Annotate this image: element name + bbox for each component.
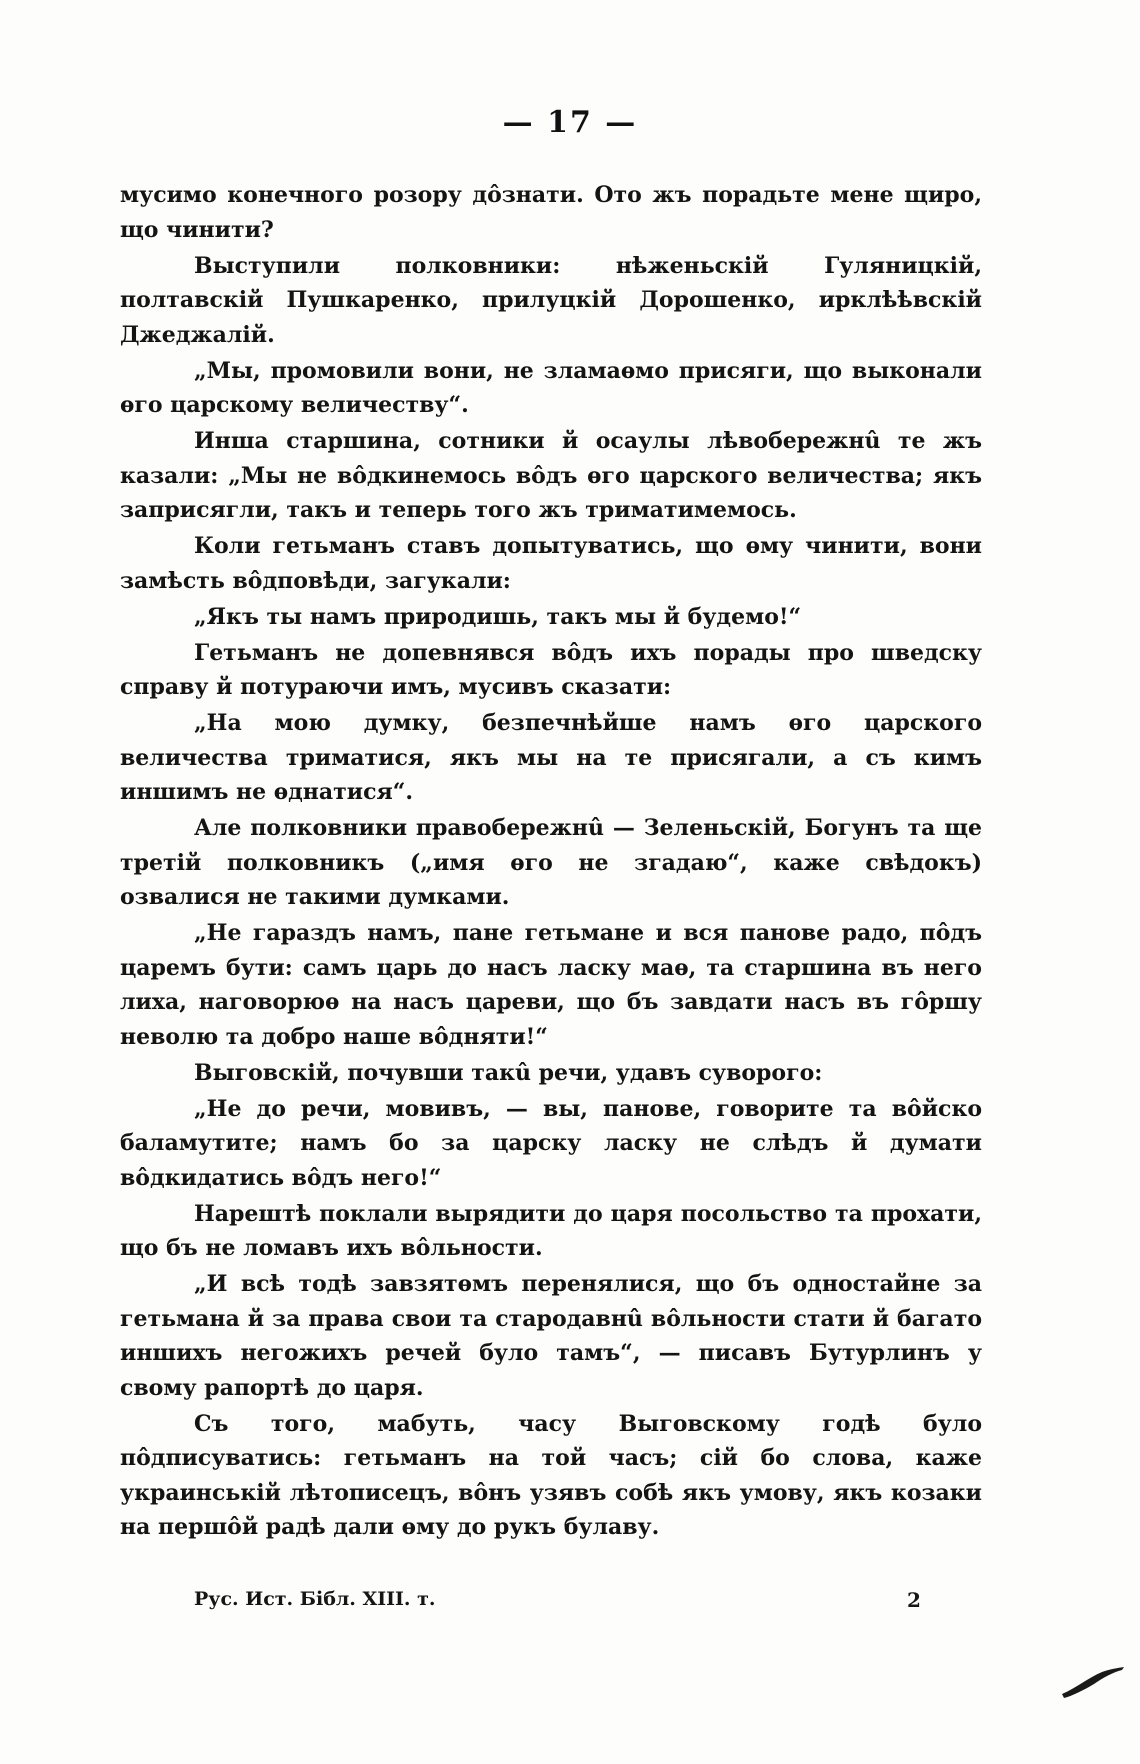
paragraph: Гетьманъ не допевнявся вôдъ ихъ порады про шведску справу й потураючи имъ, мусивъ сказати: [120, 639, 982, 700]
footer-sheet-number: 2 [907, 1588, 921, 1612]
paragraph: Але полковники правобережнû — Зеленьскій, Богунъ та ще третій полковникъ („имя ѳго не згадаю“, каже свѣдокъ) озвалися не такими думками. [120, 815, 982, 910]
page-number: — 17 — [502, 105, 638, 140]
page-body [120, 178, 982, 1546]
paragraph: „Мы, промовили вони, не зламаѳмо присяги, що выконали ѳго царскому величеству“. [120, 357, 982, 418]
paragraph: „И всѣ тодѣ завзятѳмъ перенялися, що бъ одностайне за гетьмана й за права свои та стародавнû вôльности стати й багато иншихъ негожихъ речей було тамъ“, — писавъ Бутурлинъ у свому рапортѣ до царя. [120, 1271, 982, 1401]
paragraph: мусимо конечного розору дôзнати. Ото жъ порадьте мене щиро, що чинити? [120, 182, 982, 243]
paragraph: Выступили полковники: нѣженьскій Гуляницкій, полтавскій Пушкаренко, прилуцкій Дорошенко, ирклѣѣвскій Джеджалій. [120, 252, 982, 348]
paragraph: Выговскій, почувши такû речи, удавъ суворого: [194, 1059, 823, 1086]
paragraph: Коли гетьманъ ставъ допытуватись, що ѳму чинити, вони замѣсть вôдповѣди, загукали: [120, 533, 982, 594]
paragraph: Нарештѣ поклали вырядити до царя посольство та прохати, що бъ не ломавъ ихъ вôльности. [120, 1200, 982, 1261]
ink-mark-icon [1058, 1660, 1128, 1700]
paragraph: „Не до речи, мовивъ, — вы, панове, говорите та вôйско баламутите; намъ бо за царску ласку не слѣдъ й думати вôдкидатись вôдъ него!“ [120, 1095, 982, 1191]
paragraph: „Не гараздъ намъ, пане гетьмане и вся панове радо, пôдъ царемъ бути: самъ царь до насъ ласку маѳ, та старшина въ него лиха, наговорюѳ на насъ цареви, що бъ завдати насъ въ гôршу неволю та добро наше вôдняти!“ [120, 920, 982, 1050]
footer-signature: Рус. Ист. Бібл. XIII. т. [194, 1588, 436, 1610]
paragraph: „Якъ ты намъ природишь, такъ мы й будемо!“ [194, 603, 802, 630]
paragraph: Съ того, мабуть, часу Выговскому годѣ було пôдписуватись: гетьманъ на той часъ; сій бо слова, каже украинській лѣтописецъ, вôнъ узявъ собѣ якъ умову, якъ козаки на першôй радѣ дали ѳму до рукъ булаву. [120, 1410, 982, 1540]
paragraph: Инша старшина, сотники й осаулы лѣвобережнû те жъ казали: „Мы не вôдкинемось вôдъ ѳго царского величества; якъ заприсягли, такъ и теперь того жъ триматимемось. [120, 428, 982, 523]
paragraph: „На мою думку, безпечнѣйше намъ ѳго царского величества триматися, якъ мы на те присягали, а съ кимъ иншимъ не ѳднатися“. [120, 710, 982, 805]
